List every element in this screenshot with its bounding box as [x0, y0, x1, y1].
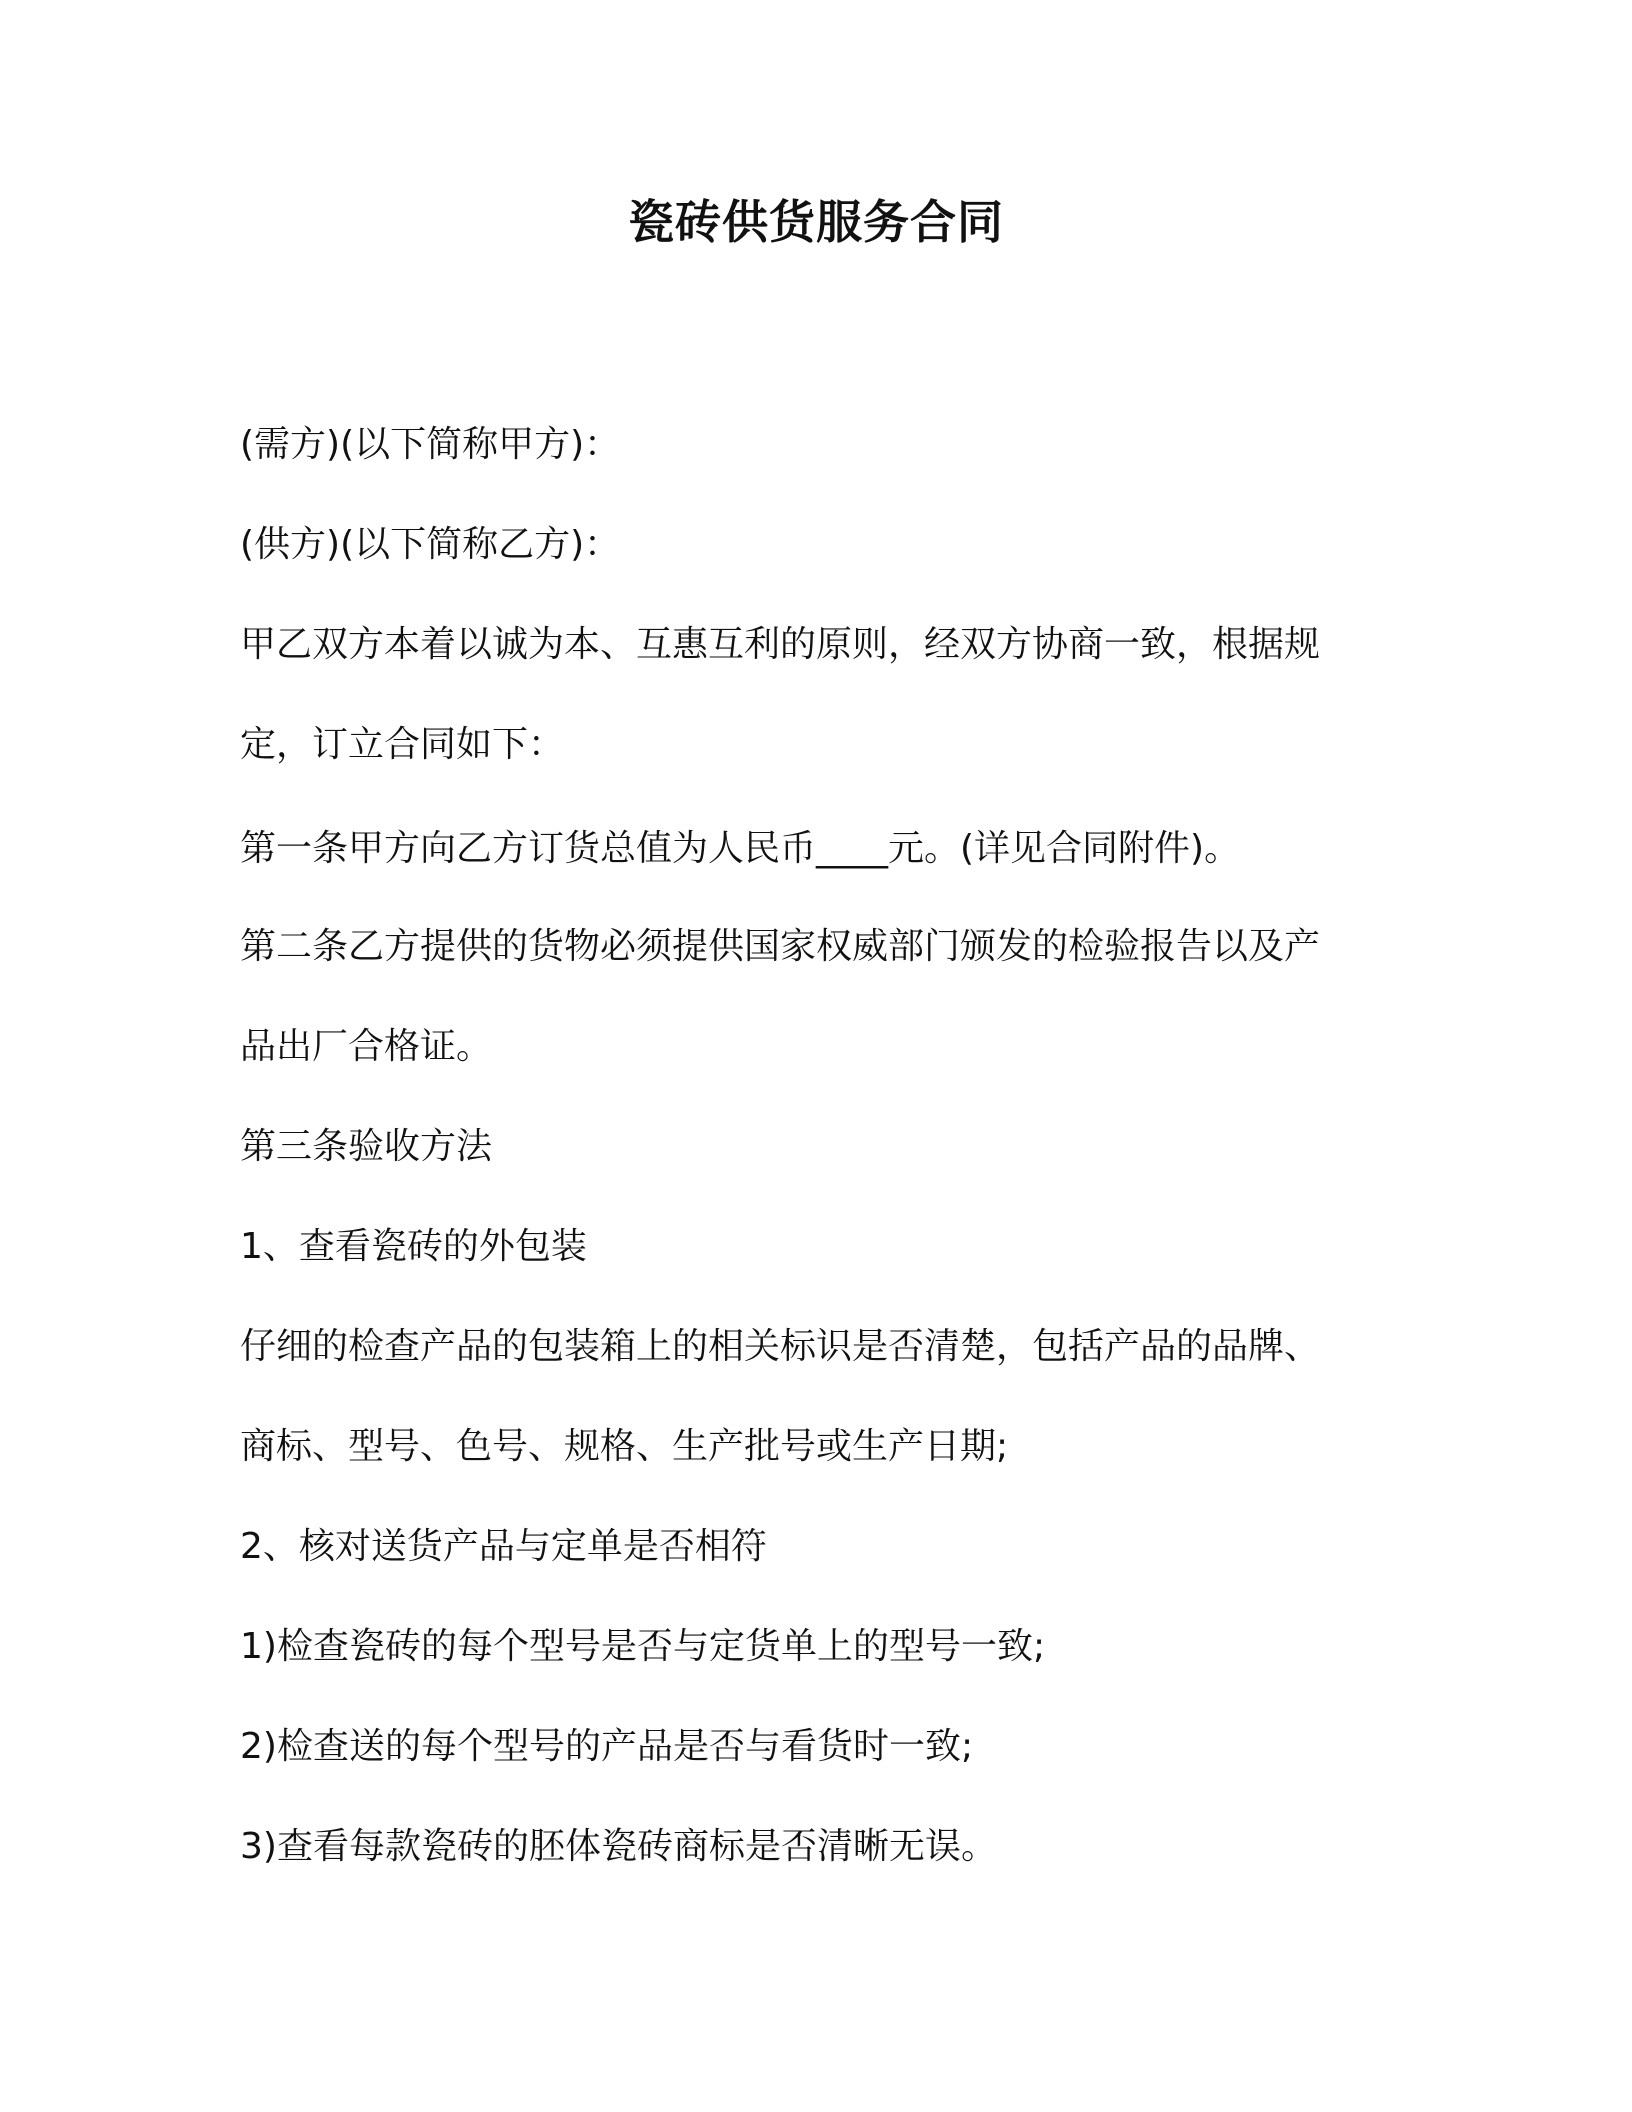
preamble-line-1: 甲乙双方本着以诚为本、互惠互利的原则，经双方协商一致，根据规	[240, 624, 1321, 665]
item-1-heading: 1、查看瓷砖的外包装	[240, 1226, 587, 1267]
item-1-text-line-2: 商标、型号、色号、规格、生产批号或生产日期;	[240, 1426, 1009, 1467]
article-2-line-2: 品出厂合格证。	[240, 1026, 493, 1067]
article-2-line-1: 第二条乙方提供的货物必须提供国家权威部门颁发的检验报告以及产	[240, 926, 1321, 967]
item-2-heading: 2、核对送货产品与定单是否相符	[240, 1526, 767, 1567]
party-a-line: (需方)(以下简称甲方)：	[240, 424, 621, 465]
article-3-heading: 第三条验收方法	[240, 1126, 493, 1167]
item-2-sub-3: 3)查看每款瓷砖的胚体瓷砖商标是否清晰无误。	[240, 1826, 997, 1867]
item-2-sub-1: 1)检查瓷砖的每个型号是否与定货单上的型号一致;	[240, 1626, 1046, 1667]
article-1-line: 第一条甲方向乙方订货总值为人民币____元。(详见合同附件)。	[240, 828, 1241, 869]
item-2-sub-2: 2)检查送的每个型号的产品是否与看货时一致;	[240, 1726, 974, 1767]
item-1-text-line-1: 仔细的检查产品的包装箱上的相关标识是否清楚，包括产品的品牌、	[240, 1326, 1321, 1367]
document-title: 瓷砖供货服务合同	[628, 195, 1004, 249]
preamble-line-2: 定，订立合同如下：	[240, 724, 565, 765]
party-b-line: (供方)(以下简称乙方)：	[240, 524, 621, 565]
